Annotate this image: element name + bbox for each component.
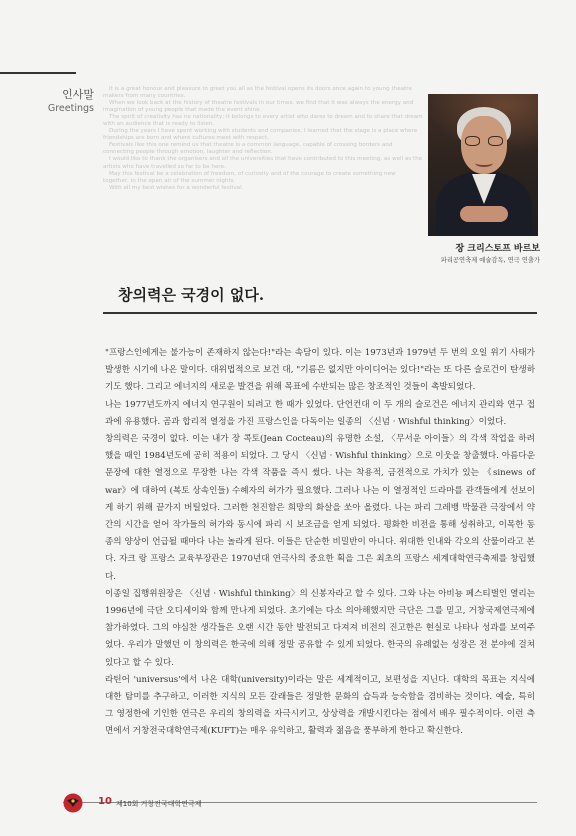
section-top-rule	[0, 72, 76, 74]
portrait-name: 장 크리스토프 바르보	[455, 244, 540, 254]
faint-foreign-greeting	[103, 86, 423, 271]
body-paragraph: 라틴어 'universus'에서 나온 대학(university)이라는 말은 세계적이고, 보편성을 지닌다. 대학의 목표는 지식에 대한 탐미를 추구하고, 이러한 지식의 모든 갈래들은 정말한 문화의 습득과 능숙함을 겸비하는 것이다. 예술, 특히 그 영정한에 기인한 연극은 우리의 창의력을 자극시키고, 상상력을 개발시킨다는 점에서 배우 필수적이다. 이런 측면에서 거창전국대학연극제(KUFT)는 매우 유익하고, 활력과 젊음을 풍부하게 한다고 확신한다.	[105, 674, 535, 737]
body-paragraph: 나는 1977년도까지 에너지 연구원이 되려고 한 때가 있었다. 단언컨대 이 두 개의 슬로건은 에너지 관리와 연구 접과에 유용했다. 곰과 합리적 열정을 가진 프랑스인을 다독이는 일종의 〈신념 · Wishful thinking〉이었다.	[105, 399, 535, 427]
section-label-korean: 인사말	[62, 88, 94, 101]
article-body	[105, 345, 535, 741]
faint-paragraph: I would like to thank the organisers and all the universities that have contributed to this meeting, as well as the artists who have travelled so far to be here.	[103, 156, 423, 170]
article-headline: 창의력은 국경이 없다.	[118, 286, 265, 304]
body-paragraph: "프랑스인에게는 불가능이 존재하지 않는다!"라는 속담이 있다. 이는 1973년과 1979년 두 번의 오일 위기 사태가 발생한 시기에 나온 말이다. 대위법적으로 보건 대, "기름은 없지만 아이디어는 있다!"라는 또 다른 슬로건이 탄생하기도 했다. 그리고 에너지의 새로운 발견을 위해 목표에 수반되는 많은 창조적인 것들이 촉발되었다.	[105, 348, 535, 393]
page-number: 10	[98, 796, 112, 807]
section-label-english: Greetings	[47, 103, 94, 114]
portrait-photo	[428, 94, 538, 236]
body-paragraph: 이종일 집행위원장은 〈신념 · Wishful thinking〉의 신봉자라고 할 수 있다. 그와 나는 아비뇽 페스티벌인 열리는 1996년에 극단 오디세이와 함께 만나게 되었다. 초기에는 다소 의아해했지만 극단은 그를 믿고, 거창국제연극제에 참가하였다. 그의 야심찬 생각들은 오랜 시간 동안 발전되고 다져져 비전의 진고한은 현실로 나타나 성과를 보여주었다. 우리가 말했던 이 창의력은 한국에 의해 정말 공유할 수 있게 되었다. 한국의 유례없는 성장은 전 분야에 걸쳐있다고 할 수 있다.	[105, 588, 535, 668]
portrait-smile	[475, 159, 493, 167]
faint-paragraph: It is a great honour and pleasure to greet you all as the festival opens its doors once again to young theatre makers from many countries.	[103, 86, 412, 100]
section-label	[20, 88, 94, 115]
portrait-role: 파리공연축제 예술감독, 연극 연출가	[440, 257, 540, 264]
faint-paragraph: Festivals like this one remind us that theatre is a common language, capable of crossing borders and connecting people through emotion, laughter and reflection.	[103, 142, 393, 156]
headline-rule	[103, 312, 537, 314]
faint-paragraph: With all my best wishes for a wonderful festival.	[109, 184, 244, 191]
portrait-hands	[460, 206, 508, 222]
body-paragraph: 창의력은 국경이 없다. 이는 내가 장 콕토(Jean Cocteau)의 유명한 소설, 〈무서운 아이들〉의 각색 작업을 하려 했을 때인 1984년도에 공히 적용이 되었다. 그 당시 〈신념 · Wishful thinking〉으로 이웃을 창출했다. 아름다운 문장에 대한 열정으로 무장한 나는 각색 작품을 즉시 썼다. 나는 착용적, 금전적으로 가치가 있는 《sinews of war》에 대하여 (복토 상속인들) 수혜자의 허가가 필요했다. 그러나 나는 이 열정적인 드라마를 관객들에게 선보이게 하기 위해 끝가지 버틸었다. 그러한 천진함은 희망의 화살을 쏘아 올렸다. 나는 파리 그레뱅 박물관 극장에서 약간의 시간을 얻어 작가들의 허가와 동시에 파리 시 보조금을 얻게 되었다. 평화한 비전을 통해 성취하고, 이목한 동종의 양상이 언급될 때마다 나는 놀라게 된다. 이들은 단순한 비밀반이 아니다. 위대한 인내와 각오의 산물이라고 본다. 자크 랑 프랑스 교육부장관은 1970년대 연극사의 중요한 획을 그은 최초의 프랑스 세계대학연극축제를 창립했다.	[105, 434, 535, 582]
faint-paragraph: May this festival be a celebration of freedom, of curiosity and of the courage to create something new together, in the open air of the summer nights.	[103, 170, 396, 184]
faint-paragraph: During the years I have spent working with students and companies, I learned that the stage is a place where friendships are born and where cultures meet with respect.	[103, 128, 418, 142]
faint-paragraph: When we look back at the history of theatre festivals in our times, we find that it was always the energy and imagination of young people that made the event shine.	[103, 100, 414, 114]
faint-paragraph: The spirit of creativity has no nationality; it belongs to every artist who dares to dream and to share that dream with an audience that is ready to listen.	[103, 114, 423, 128]
portrait-glasses	[465, 136, 503, 146]
festival-logo-icon	[63, 793, 83, 813]
footer-title: 제10회 거창전국대학연극제	[116, 800, 202, 808]
